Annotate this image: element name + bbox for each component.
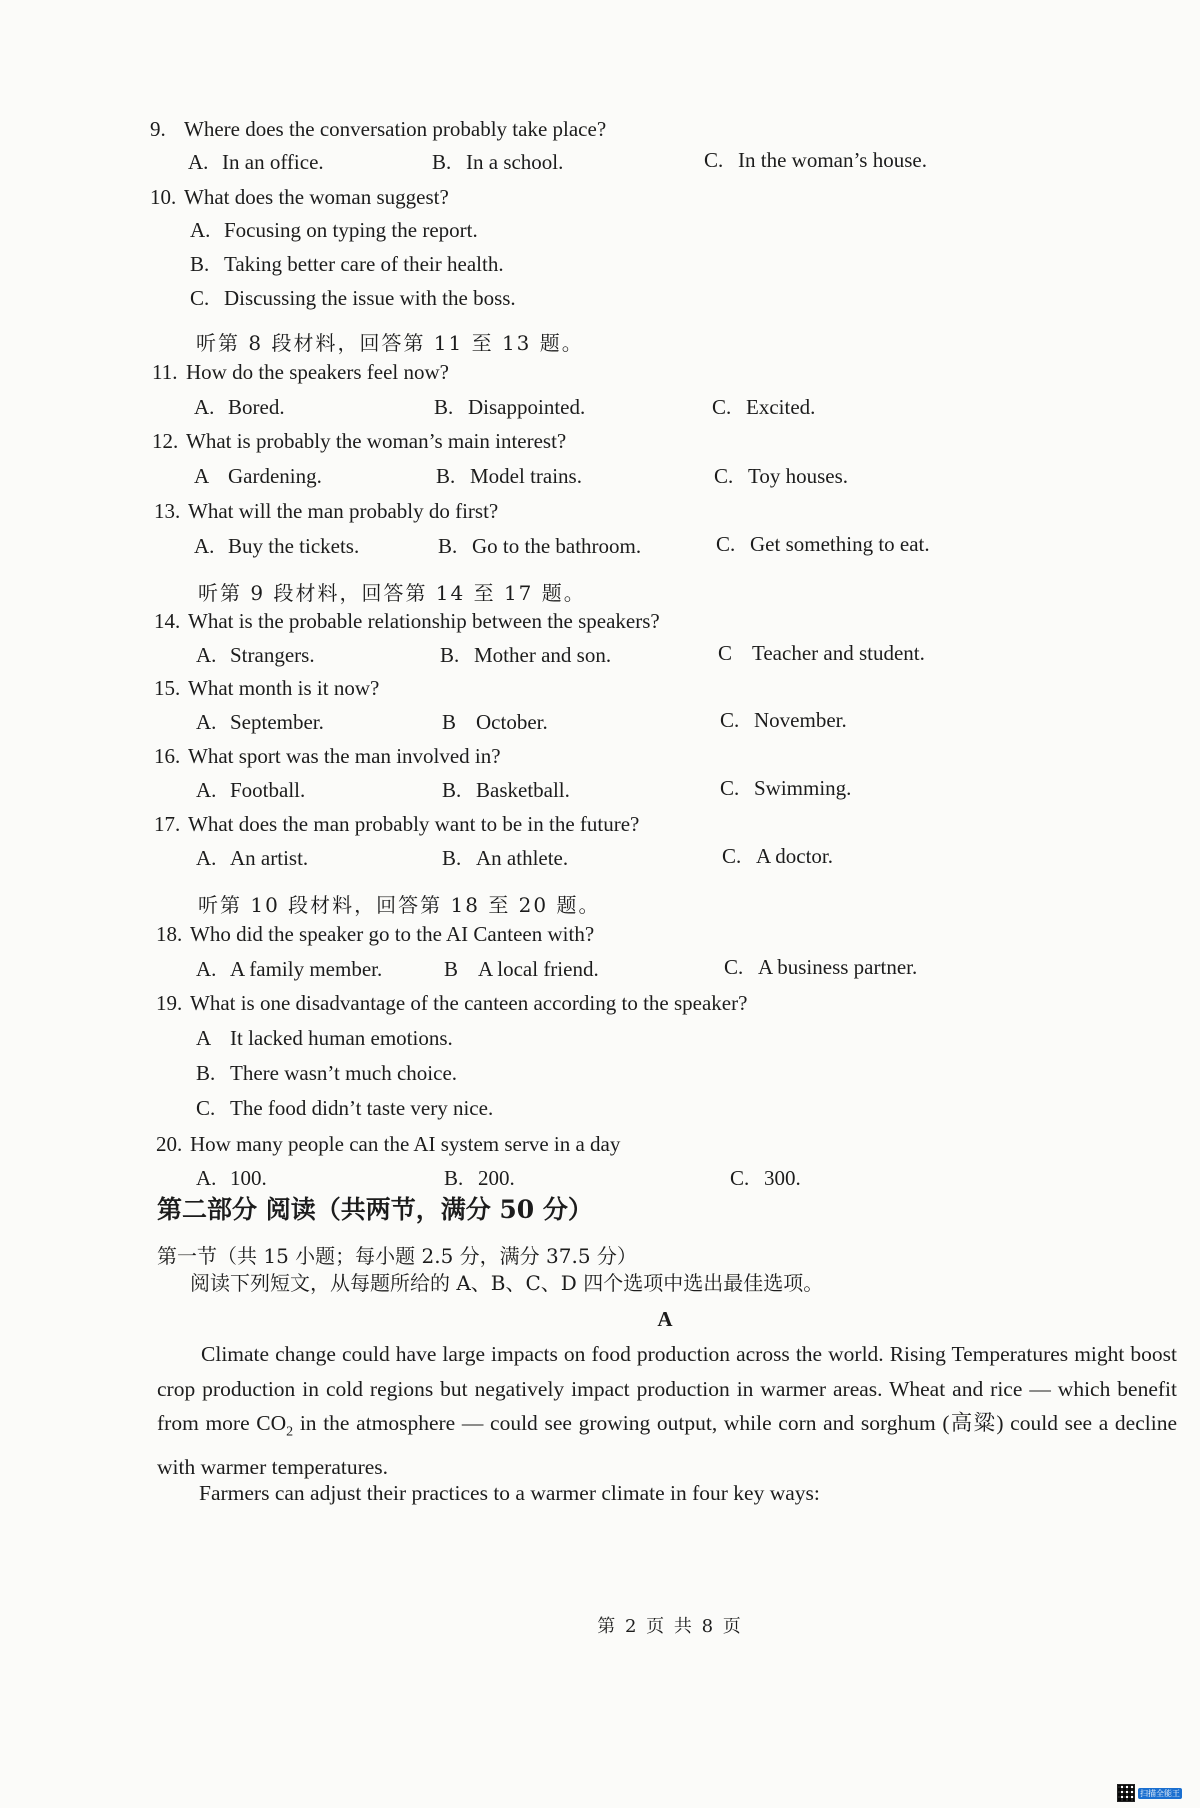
option-b <box>442 777 570 803</box>
option-c <box>190 285 516 311</box>
instruction: 阅读下列短文，从每题所给的 A、B、C、D 四个选项中选出最佳选项。 <box>190 1271 824 1295</box>
option-letter: C <box>718 641 733 665</box>
option-text: Focusing on typing the report. <box>224 218 478 242</box>
option-text: A local friend. <box>478 957 599 981</box>
option-a <box>188 149 324 175</box>
option-text: September. <box>230 710 324 734</box>
option-b <box>434 394 585 420</box>
option-c <box>720 707 847 733</box>
option-b <box>436 463 582 489</box>
paragraph-text: Climate change could have large impacts on food production across the world. Rising Temperatures might boost crop production in cold regions but negatively impact production in warmer areas. Wheat and rice — which benefit from more CO <box>157 1342 1177 1435</box>
option-text: Teacher and student. <box>752 641 925 665</box>
question-text: What is one disadvantage of the canteen according to the speaker? <box>190 991 748 1015</box>
option-c <box>704 147 927 173</box>
option-letter: B. <box>436 464 456 488</box>
option-text: November. <box>754 708 847 732</box>
option-letter: A. <box>196 1166 217 1190</box>
option-text: Buy the tickets. <box>228 534 360 558</box>
subscript: 2 <box>286 1424 294 1440</box>
option-c <box>712 394 815 420</box>
option-letter: A. <box>196 710 217 734</box>
option-a <box>196 709 324 735</box>
question-text: What does the woman suggest? <box>184 185 449 209</box>
option-letter: C. <box>730 1166 750 1190</box>
section-subtitle: 第一节（共 15 小题；每小题 2.5 分，满分 37.5 分） <box>157 1244 637 1268</box>
option-text: October. <box>476 710 548 734</box>
question-17 <box>154 811 639 837</box>
option-text: There wasn’t much choice. <box>230 1061 458 1085</box>
question-number: 9. <box>150 117 166 141</box>
section-heading: 听第 9 段材料，回答第 14 至 17 题。 <box>198 581 586 605</box>
option-a <box>194 394 285 420</box>
option-letter: A. <box>188 150 209 174</box>
option-b <box>442 709 548 735</box>
option-text: It lacked human emotions. <box>230 1026 453 1050</box>
option-a <box>196 642 315 668</box>
passage-paragraph-2: Farmers can adjust their practices to a warmer climate in four key ways: <box>199 1481 820 1505</box>
option-letter: A <box>196 1026 212 1050</box>
option-letter: A <box>194 464 210 488</box>
option-c <box>196 1095 493 1121</box>
option-letter: A. <box>196 643 217 667</box>
question-18 <box>156 921 594 947</box>
question-text: Where does the conversation probably take place? <box>184 117 607 141</box>
question-text: How do the speakers feel now? <box>186 360 449 384</box>
scanner-watermark <box>1117 1784 1182 1802</box>
option-text: Model trains. <box>470 464 582 488</box>
question-text: What is probably the woman’s main interest? <box>186 429 567 453</box>
option-letter: B <box>442 710 457 734</box>
option-text: 200. <box>478 1166 515 1190</box>
option-b <box>444 956 599 982</box>
question-number: 15. <box>154 676 181 700</box>
option-letter: A. <box>194 395 215 419</box>
question-number: 20. <box>156 1132 183 1156</box>
option-letter: B. <box>190 252 210 276</box>
option-text: Disappointed. <box>468 395 586 419</box>
option-a <box>196 845 308 871</box>
question-number: 17. <box>154 812 181 836</box>
option-text: 300. <box>764 1166 801 1190</box>
option-a <box>190 217 478 243</box>
passage-label: A <box>657 1307 673 1331</box>
option-text: An artist. <box>230 846 309 870</box>
question-16 <box>154 743 501 769</box>
question-10 <box>150 184 449 210</box>
option-letter: A. <box>196 846 217 870</box>
option-text: In a school. <box>466 150 564 174</box>
option-letter: C. <box>716 532 736 556</box>
question-number: 18. <box>156 922 183 946</box>
part-title: 第二部分 阅读（共两节，满分 50 分） <box>157 1195 593 1224</box>
option-text: The food didn’t taste very nice. <box>230 1096 494 1120</box>
option-letter: A. <box>196 778 217 802</box>
option-text: Football. <box>230 778 306 802</box>
option-text: Bored. <box>228 395 285 419</box>
option-letter: B. <box>434 395 454 419</box>
option-text: A doctor. <box>756 844 833 868</box>
option-c <box>724 954 917 980</box>
option-text: Toy houses. <box>748 464 849 488</box>
option-b <box>444 1165 515 1191</box>
option-letter: B. <box>444 1166 464 1190</box>
option-c <box>722 843 833 869</box>
question-text: What does the man probably want to be in the future? <box>188 812 640 836</box>
option-c <box>716 531 930 557</box>
option-text: In the woman’s house. <box>738 148 927 172</box>
option-letter: B. <box>196 1061 216 1085</box>
option-text: Excited. <box>746 395 816 419</box>
question-12 <box>152 428 566 454</box>
option-b <box>442 845 568 871</box>
question-number: 14. <box>154 609 181 633</box>
option-text: An athlete. <box>476 846 569 870</box>
question-13 <box>154 498 498 524</box>
option-letter: C. <box>196 1096 216 1120</box>
option-b <box>438 533 641 559</box>
option-b <box>440 642 611 668</box>
option-letter: A. <box>194 534 215 558</box>
option-c <box>714 463 848 489</box>
option-b <box>196 1060 457 1086</box>
option-c <box>720 775 851 801</box>
question-20 <box>156 1131 620 1157</box>
option-letter: C. <box>704 148 724 172</box>
option-letter: A. <box>196 957 217 981</box>
question-number: 16. <box>154 744 181 768</box>
question-15 <box>154 675 379 701</box>
question-number: 11. <box>152 360 178 384</box>
scanner-logo: 扫描全能王 <box>1140 1788 1180 1798</box>
question-9 <box>150 116 606 142</box>
option-letter: B. <box>440 643 460 667</box>
section-heading: 听第 10 段材料，回答第 18 至 20 题。 <box>198 893 601 917</box>
option-letter: C. <box>714 464 734 488</box>
option-letter: B <box>444 957 459 981</box>
question-text: What month is it now? <box>188 676 380 700</box>
question-11 <box>152 359 449 385</box>
option-letter: C. <box>720 708 740 732</box>
option-a <box>196 777 305 803</box>
option-letter: C. <box>722 844 742 868</box>
question-text: How many people can the AI system serve in a day <box>190 1132 621 1156</box>
option-a <box>196 1025 453 1051</box>
option-text: A family member. <box>230 957 383 981</box>
question-number: 10. <box>150 185 177 209</box>
option-a <box>194 533 359 559</box>
option-text: Discussing the issue with the boss. <box>224 286 516 310</box>
option-text: Taking better care of their health. <box>224 252 504 276</box>
option-b <box>432 149 563 175</box>
question-text: What is the probable relationship between the speakers? <box>188 609 660 633</box>
passage-paragraph-1 <box>157 1337 1177 1484</box>
option-c <box>718 640 925 666</box>
option-text: Go to the bathroom. <box>472 534 642 558</box>
option-letter: C. <box>720 776 740 800</box>
option-letter: B. <box>438 534 458 558</box>
paragraph-text: in the atmosphere — could see growing output, while corn and sorghum (高粱) could see a decline with warmer temperatures. <box>157 1411 1177 1479</box>
option-text: Gardening. <box>228 464 322 488</box>
section-heading: 听第 8 段材料，回答第 11 至 13 题。 <box>196 331 584 355</box>
option-text: Strangers. <box>230 643 315 667</box>
option-text: Basketball. <box>476 778 570 802</box>
page-footer: 第 2 页 共 8 页 <box>597 1616 743 1637</box>
option-letter: B. <box>442 778 462 802</box>
option-b <box>190 251 504 277</box>
option-letter: B. <box>432 150 452 174</box>
option-text: Get something to eat. <box>750 532 930 556</box>
option-text: A business partner. <box>758 955 918 979</box>
option-c <box>730 1165 801 1191</box>
qr-code-icon <box>1117 1784 1135 1802</box>
option-text: 100. <box>230 1166 267 1190</box>
option-letter: A. <box>190 218 211 242</box>
option-text: Swimming. <box>754 776 852 800</box>
option-letter: B. <box>442 846 462 870</box>
question-number: 13. <box>154 499 181 523</box>
option-text: In an office. <box>222 150 324 174</box>
question-19 <box>156 990 747 1016</box>
question-text: What sport was the man involved in? <box>188 744 501 768</box>
question-number: 12. <box>152 429 179 453</box>
question-text: Who did the speaker go to the AI Canteen with? <box>190 922 595 946</box>
option-a <box>196 1165 267 1191</box>
question-text: What will the man probably do first? <box>188 499 499 523</box>
question-number: 19. <box>156 991 183 1015</box>
option-letter: C. <box>724 955 744 979</box>
option-a <box>194 463 322 489</box>
option-text: Mother and son. <box>474 643 612 667</box>
option-letter: C. <box>712 395 732 419</box>
question-14 <box>154 608 660 634</box>
option-letter: C. <box>190 286 210 310</box>
option-a <box>196 956 382 982</box>
